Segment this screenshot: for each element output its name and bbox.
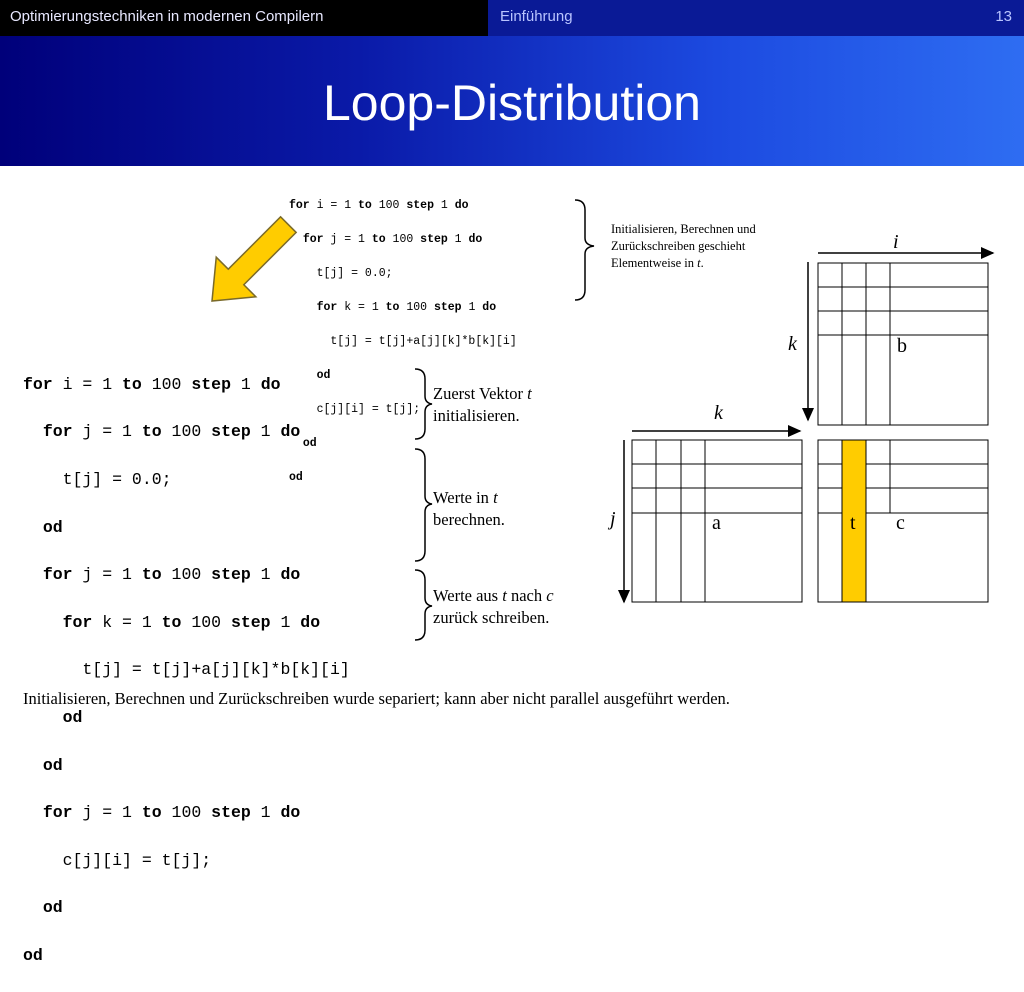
note-var: t [697,256,701,270]
code-line: od [316,369,331,382]
code-line: t[j] = t[j]+a[j][k]*b[k][i] [23,660,350,680]
label-b: b [897,335,907,357]
note-writeback: Werte aus t nach c zurück schreiben. [433,586,554,627]
label-t: t [850,512,856,534]
code-line: t[j] = t[j]+a[j][k]*b[k][i] [289,335,517,348]
code-line: c[j][i] = t[j]; [289,403,421,416]
code-line: for k = 1 to 100 step 1 do [316,301,497,314]
summary-text: Initialisieren, Berechnen und Zurückschreiben wurde separiert; kann aber nicht parallel ausgeführt werden. [23,689,730,708]
code-line: for i = 1 to 100 step 1 do [289,199,469,212]
code-line: od [42,898,63,918]
code-line: t[j] = 0.0; [289,267,393,280]
code-line: for j = 1 to 100 step 1 do [42,422,301,442]
label-a: a [712,512,721,534]
course-title: Optimierungstechniken in modernen Compilern [0,0,488,36]
code-line: for k = 1 to 100 step 1 do [62,612,321,632]
label-c: c [896,512,905,534]
code-line: od [42,517,63,537]
page-number: 13 [995,8,1012,25]
label-i: i [893,231,899,253]
code-line: for j = 1 to 100 step 1 do [42,565,301,585]
label-j: j [610,508,616,530]
section-label: Einführung [500,8,573,25]
code-line: for j = 1 to 100 step 1 do [42,803,301,823]
brace-2 [415,449,432,561]
code-line: od [42,755,63,775]
code-line: c[j][i] = t[j]; [23,850,212,870]
code-line: for j = 1 to 100 step 1 do [302,233,483,246]
code-line: od [62,707,83,727]
code-line: od [289,471,303,484]
slide-title: Loop-Distribution [323,75,701,131]
label-k-mid: k [714,402,723,424]
note-compute: Werte in t berechnen. [433,488,505,529]
code-line: od [23,945,43,965]
brace-small [575,200,594,300]
code-line: od [302,437,317,450]
note-initialize: Zuerst Vektor t initialisieren. [433,384,532,425]
brace-3 [415,570,432,640]
label-k-top: k [788,333,797,355]
code-line: for i = 1 to 100 step 1 do [23,374,281,394]
yellow-arrow-icon [192,205,308,321]
code-line: t[j] = 0.0; [23,469,172,489]
elementwise-note: Initialisieren, Berechnen und Zurückschreiben geschieht Elementweise in t. [611,222,756,270]
brace-1 [415,369,432,439]
